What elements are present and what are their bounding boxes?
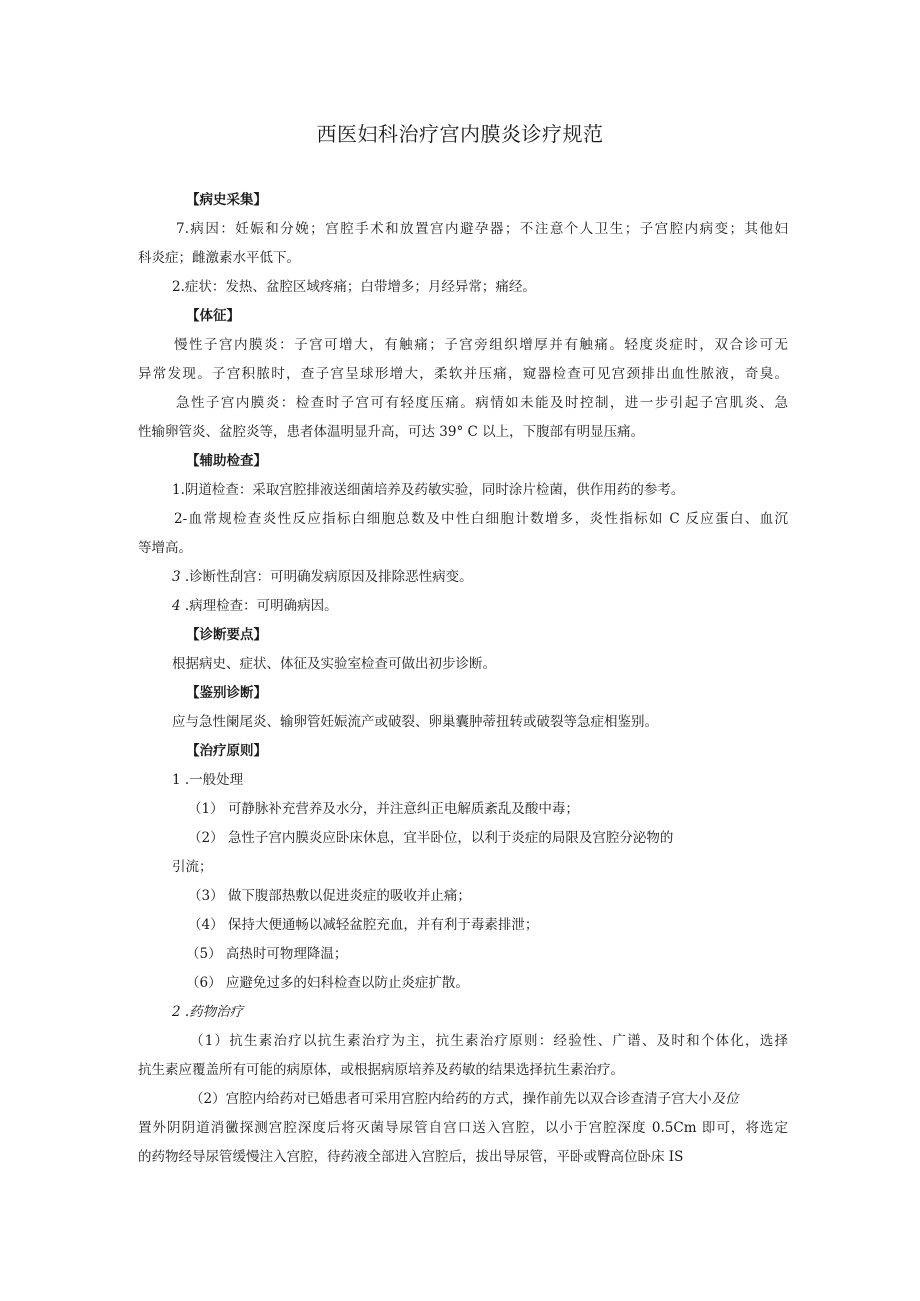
treatment-item-1: （1） 可静脉补充营养及水分，并注意纠正电解质紊乱及酸中毒； bbox=[188, 801, 579, 817]
drug-intrauterine-line1-italic: 及位 bbox=[711, 1091, 739, 1107]
history-cause-line1: 7.病因：妊娠和分娩；宫腔手术和放置宫内避孕器；不注意个人卫生；子宫腔内病变；其他妇 bbox=[176, 221, 788, 237]
treatment-item-3: （3） 做下腹部热敷以促进炎症的吸收并止痛； bbox=[188, 888, 471, 904]
exam-curettage-text: .诊断性刮宫：可明确发病原因及排除恶性病变。 bbox=[180, 569, 473, 585]
treatment-item-4: （4） 保持大便通畅以减轻盆腔充血，并有利于毒素排泄； bbox=[188, 917, 539, 933]
history-symptoms: 2.症状：发热、盆腔区域疼痛；白带增多；月经异常；痛经。 bbox=[172, 279, 536, 295]
drug-intrauterine-line1-text: （2）宫腔内给药对已婚患者可采用宫腔内给药的方式，操作前先以双合诊查清子宫大小 bbox=[190, 1091, 712, 1107]
drug-intrauterine-line2: 置外阴阴道消黴探测宫腔深度后将灭菌导尿管自宫口送入宫腔，以小于宫腔深度 0.5Cm 即可，将选定 bbox=[138, 1120, 788, 1136]
heading-history: 【病史采集】 bbox=[186, 192, 267, 208]
treatment-general: 1 .一般处理 bbox=[172, 772, 244, 788]
page-title: 西医妇科治疗宫内膜炎诊疗规范 bbox=[316, 122, 604, 146]
treatment-item-5: （5） 高热时可物理降温； bbox=[186, 946, 348, 962]
heading-signs: 【体征】 bbox=[186, 308, 240, 324]
signs-acute-line2: 性输卵管炎、盆腔炎等，患者体温明显升高，可达 39° C 以上，下腹部有明显压痛。 bbox=[138, 424, 645, 440]
exam-pathology bbox=[138, 592, 788, 621]
drug-antibiotic-line1: （1）抗生素治疗以抗生素治疗为主，抗生素治疗原则：经验性、广谱、及时和个体化，选择 bbox=[190, 1033, 788, 1049]
history-cause-line2: 科炎症；雌激素水平低下。 bbox=[138, 250, 300, 266]
exam-blood-line1: 2-血常规检查炎性反应指标白细胞总数及中性白细胞计数增多，炎性指标如 C 反应蛋白、血沉 bbox=[174, 511, 788, 527]
drug-intrauterine-line3: 的药物经导尿管缓慢注入宫腔，待药液全部进入宫腔后，拔出导尿管，平卧或臀高位卧床 IS bbox=[138, 1149, 684, 1165]
treatment-item-2-cont: 引流； bbox=[172, 859, 213, 875]
exam-curettage bbox=[138, 563, 788, 592]
exam-vaginal: 1.阴道检查：采取宫腔排液送细菌培养及药敏实验，同时涂片检菌，供作用药的参考。 bbox=[172, 482, 685, 498]
differential-text: 应与急性阑尾炎、输卵管妊娠流产或破裂、卵巢囊肿蒂扭转或破裂等急症相鉴别。 bbox=[172, 714, 658, 730]
signs-chronic-line2: 异常发现。子宫积脓时，查子宫呈球形增大，柔软并压痛，窥器检查可见宫颈排出血性脓液，奇臭。 bbox=[138, 366, 788, 382]
exam-pathology-number: 4 bbox=[172, 598, 181, 614]
exam-curettage-number: 3 bbox=[172, 569, 181, 585]
treatment-item-6: （6） 应避免过多的妇科检查以防止炎症扩散。 bbox=[186, 975, 469, 991]
heading-differential: 【鉴别诊断】 bbox=[186, 685, 267, 701]
exam-pathology-text: .病理检查：可明确病因。 bbox=[180, 598, 338, 614]
drug-intrauterine-line1 bbox=[138, 1085, 788, 1114]
treatment-drug: 2 .药物治疗 bbox=[172, 1004, 244, 1020]
diagnosis-text: 根据病史、症状、体征及实验室检查可做出初步诊断。 bbox=[172, 656, 496, 672]
drug-antibiotic-line2: 抗生素应覆盖所有可能的病原体，或根据病原培养及药敏的结果选择抗生素治疗。 bbox=[138, 1062, 624, 1078]
heading-diagnosis: 【诊断要点】 bbox=[186, 627, 267, 643]
treatment-item-2: （2） 急性子宫内膜炎应卧床休息，宜半卧位，以利于炎症的局限及宫腔分泌物的 bbox=[188, 830, 674, 846]
signs-chronic-line1: 慢性子宫内膜炎：子宫可增大，有触痛；子宫旁组织增厚并有触痛。轻度炎症时，双合诊可无 bbox=[174, 337, 788, 353]
heading-exams: 【辅助检查】 bbox=[186, 453, 267, 469]
signs-acute-line1: 急性子宫内膜炎：检查时子宫可有轻度压痛。病情如未能及时控制，进一步引起子宫肌炎、急 bbox=[176, 395, 788, 411]
document-body bbox=[138, 186, 788, 1172]
heading-treatment: 【治疗原则】 bbox=[186, 743, 267, 759]
exam-blood-line2: 等增高。 bbox=[138, 540, 192, 556]
